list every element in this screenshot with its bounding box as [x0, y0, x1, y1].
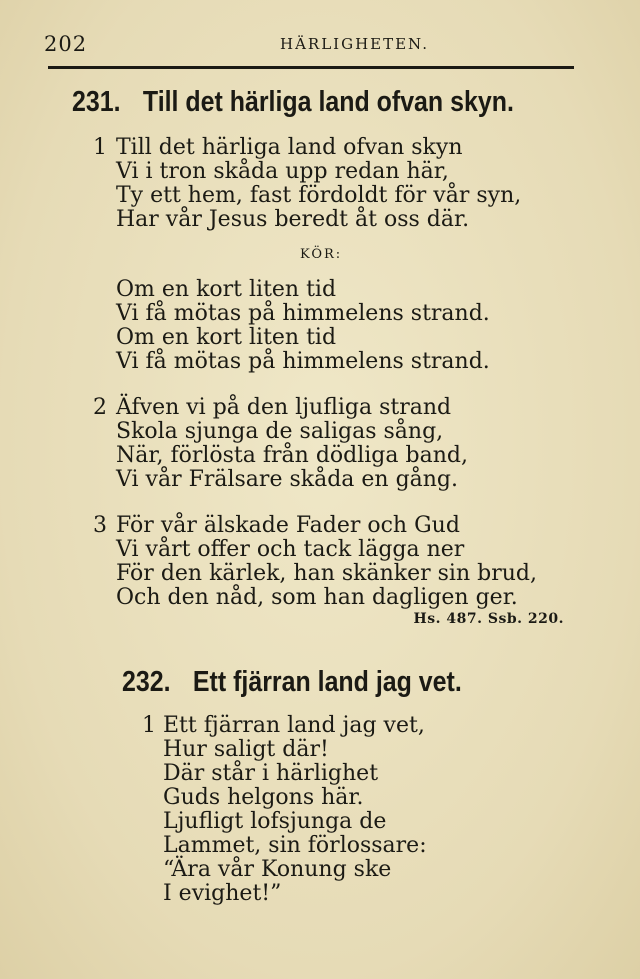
hymn-231-title: Till det härliga land ofvan skyn.: [142, 86, 514, 118]
hymn-231-verse-3-number: 3: [93, 513, 107, 538]
chorus-line: Vi få mötas på himmelens strand.: [116, 301, 490, 326]
verse-line: Skola sjunga de saligas sång,: [116, 419, 444, 444]
verse-line: Där står i härlighet: [163, 761, 379, 786]
verse-line: Och den nåd, som han dagligen ger.: [116, 585, 518, 610]
verse-line: Vi vår Frälsare skåda en gång.: [116, 467, 459, 492]
chorus-line: Om en kort liten tid: [116, 277, 337, 302]
hymn-232-number: 232.: [122, 666, 171, 698]
verse-line: Till det härliga land ofvan skyn: [116, 135, 463, 160]
hymn-232-heading: [122, 666, 462, 699]
hymn-232-verse-1-number: 1: [142, 713, 156, 738]
page-header: [44, 32, 580, 60]
verse-line: “Ära vår Konung ske: [163, 857, 392, 882]
verse-line: Äfven vi på den ljufliga strand: [116, 395, 452, 420]
verse-line: För vår älskade Fader och Gud: [116, 513, 460, 538]
verse-line: I evighet!”: [163, 881, 282, 906]
page-number: 202: [44, 32, 88, 56]
hymn-231-reference: Hs. 487. Ssb. 220.: [413, 611, 564, 627]
hymn-231-number: 231.: [72, 86, 121, 118]
running-title: HÄRLIGHETEN.: [280, 35, 429, 53]
verse-line: Guds helgons här.: [163, 785, 364, 810]
verse-line: Ty ett hem, fast fördoldt för vår syn,: [116, 183, 522, 208]
hymn-232-title: Ett fjärran land jag vet.: [192, 666, 462, 698]
verse-line: Vi vårt offer och tack lägga ner: [116, 537, 465, 562]
chorus-line: Om en kort liten tid: [116, 325, 337, 350]
header-rule: [48, 66, 574, 69]
verse-line: När, förlösta från dödliga band,: [116, 443, 468, 468]
verse-line: Vi i tron skåda upp redan här,: [116, 159, 449, 184]
chorus-label: KÖR:: [300, 247, 343, 262]
chorus-line: Vi få mötas på himmelens strand.: [116, 349, 490, 374]
verse-line: Lammet, sin förlossare:: [163, 833, 427, 858]
verse-line: Ljufligt lofsjunga de: [163, 809, 387, 834]
hymn-231-heading: [72, 86, 514, 119]
verse-line: Ett fjärran land jag vet,: [163, 713, 425, 738]
hymn-231-verse-1-number: 1: [93, 135, 107, 160]
hymn-231-verse-2-number: 2: [93, 395, 107, 420]
verse-line: Hur saligt där!: [163, 737, 329, 762]
verse-line: För den kärlek, han skänker sin brud,: [116, 561, 537, 586]
verse-line: Har vår Jesus beredt åt oss där.: [116, 207, 470, 232]
